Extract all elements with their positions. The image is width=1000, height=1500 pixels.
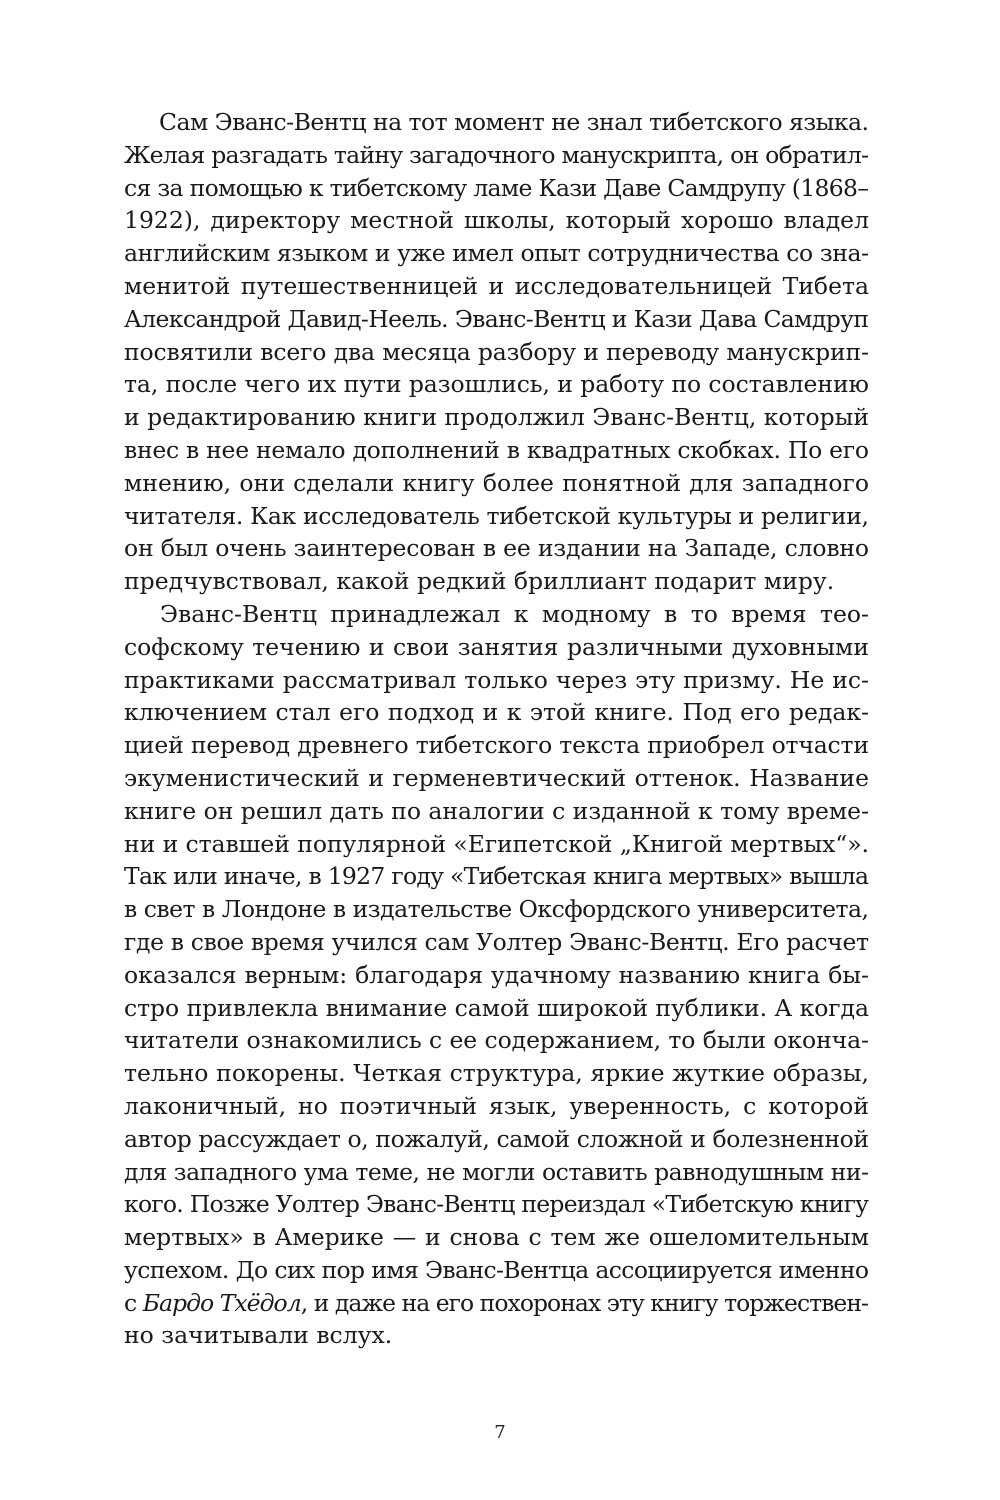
text-line (124, 532, 869, 565)
text-run: менитой путешественницей и исследовательницей Тибета (124, 271, 869, 300)
text-run: Эванс-Вентц принадлежал к модному в то время тео- (160, 599, 869, 628)
text-run: практиками рассматривал только через эту призму. Не ис- (124, 665, 869, 694)
text-run: посвятили всего два месяца разбору и переводу манускрип- (124, 337, 869, 366)
text-run: ключением стал его подход и к этой книге. Под его редак- (124, 698, 869, 727)
text-run: предчувствовал, какой редкий бриллиант подарит миру. (124, 567, 835, 596)
text-run: для западного ума теме, не могли оставить равнодушным ни- (124, 1157, 869, 1186)
text-line (124, 1287, 869, 1320)
text-run: Сам Эванс-Вентц на тот момент не знал тибетского языка. (159, 108, 869, 136)
text-run: Александрой Давид-Неель. Эванс-Вентц и Кази Дава Самдруп (124, 304, 869, 333)
text-line (124, 1254, 869, 1287)
text-line (124, 664, 869, 697)
text-line (124, 992, 869, 1025)
text-run: тельно покорены. Четкая структура, яркие жуткие образы, (124, 1059, 869, 1088)
text-line (124, 434, 869, 467)
text-run: с (124, 1288, 143, 1317)
text-line (124, 729, 869, 762)
text-run: софскому течению и свои занятия различными духовными (124, 632, 869, 661)
text-line (124, 1221, 869, 1254)
text-run: кого. Позже Уолтер Эванс-Вентц переиздал «Тибетскую книгу (124, 1190, 869, 1219)
text-line (124, 565, 869, 598)
text-run: внес в нее немало дополнений в квадратных скобках. По его (124, 435, 869, 464)
text-line (124, 1156, 869, 1189)
text-line (124, 336, 869, 369)
text-line (124, 368, 869, 401)
text-line (124, 1057, 869, 1090)
text-run: читателя. Как исследователь тибетской культуры и религии, (124, 501, 869, 530)
text-run: та, после чего их пути разошлись, и работу по составлению (124, 370, 869, 399)
body-text (124, 106, 869, 1352)
text-line (124, 762, 869, 795)
text-run: 1922), директору местной школы, который хорошо владел (124, 206, 869, 235)
text-run: , и даже на его похоронах эту книгу торжествен- (300, 1288, 869, 1317)
text-run: ни и ставшей популярной «Египетской „Книгой мертвых“». (124, 829, 869, 858)
text-run: стро привлекла внимание самой широкой публики. А когда (124, 993, 869, 1022)
text-line (124, 303, 869, 336)
text-line (124, 598, 869, 631)
text-line (124, 959, 869, 992)
text-run: книге он решил дать по аналогии с изданной к тому време- (124, 796, 869, 825)
text-line (124, 467, 869, 500)
text-line (124, 270, 869, 303)
text-line (124, 631, 869, 664)
text-run: лаконичный, но поэтичный язык, уверенность, с которой (124, 1091, 869, 1120)
text-line (124, 172, 869, 205)
text-run: мертвых» в Америке — и снова с тем же ошеломительным (124, 1223, 869, 1252)
text-run: но зачитывали вслух. (124, 1321, 393, 1350)
text-run: читатели ознакомились с ее содержанием, то были оконча- (124, 1026, 869, 1055)
text-run: где в свое время учился сам Уолтер Эванс-Вентц. Его расчет (124, 927, 869, 956)
text-line (124, 696, 869, 729)
text-line (124, 106, 869, 139)
text-line (124, 1319, 869, 1352)
text-line (124, 926, 869, 959)
text-line (124, 1024, 869, 1057)
page-number: 7 (494, 1422, 506, 1443)
text-line (124, 1090, 869, 1123)
text-run: Так или иначе, в 1927 году «Тибетская книга мертвых» вышла (124, 862, 869, 891)
text-run: в свет в Лондоне в издательстве Оксфордского университета, (124, 895, 869, 924)
text-run: оказался верным: благодаря удачному названию книга бы- (124, 960, 869, 989)
text-run: он был очень заинтересован в ее издании на Западе, словно (124, 534, 869, 563)
text-run: мнению, они сделали книгу более понятной для западного (124, 468, 869, 497)
text-run: и редактированию книги продолжил Эванс-Вентц, который (124, 403, 869, 432)
text-line (124, 401, 869, 434)
italic-title: Бардо Тхёдол (142, 1288, 301, 1317)
paragraph (124, 598, 869, 1352)
text-line (124, 500, 869, 533)
text-line (124, 237, 869, 270)
text-run: ся за помощью к тибетскому ламе Кази Даве Самдрупу (1868– (124, 173, 869, 202)
text-line (124, 828, 869, 861)
text-run: цией перевод древнего тибетского текста приобрел отчасти (124, 731, 869, 760)
text-line (124, 795, 869, 828)
text-run: Желая разгадать тайну загадочного манускрипта, он обратил- (124, 140, 869, 169)
text-line (124, 204, 869, 237)
text-line (124, 1123, 869, 1156)
text-line (124, 139, 869, 172)
text-run: автор рассуждает о, пожалуй, самой сложной и болезненной (124, 1124, 869, 1153)
text-line (124, 860, 869, 893)
text-run: экуменистический и герменевтический оттенок. Название (124, 763, 869, 792)
text-run: английским языком и уже имел опыт сотрудничества со зна- (124, 239, 869, 268)
paragraph (124, 106, 869, 598)
text-line (124, 893, 869, 926)
text-line (124, 1188, 869, 1221)
text-run: успехом. До сих пор имя Эванс-Вентца ассоциируется именно (124, 1255, 869, 1284)
